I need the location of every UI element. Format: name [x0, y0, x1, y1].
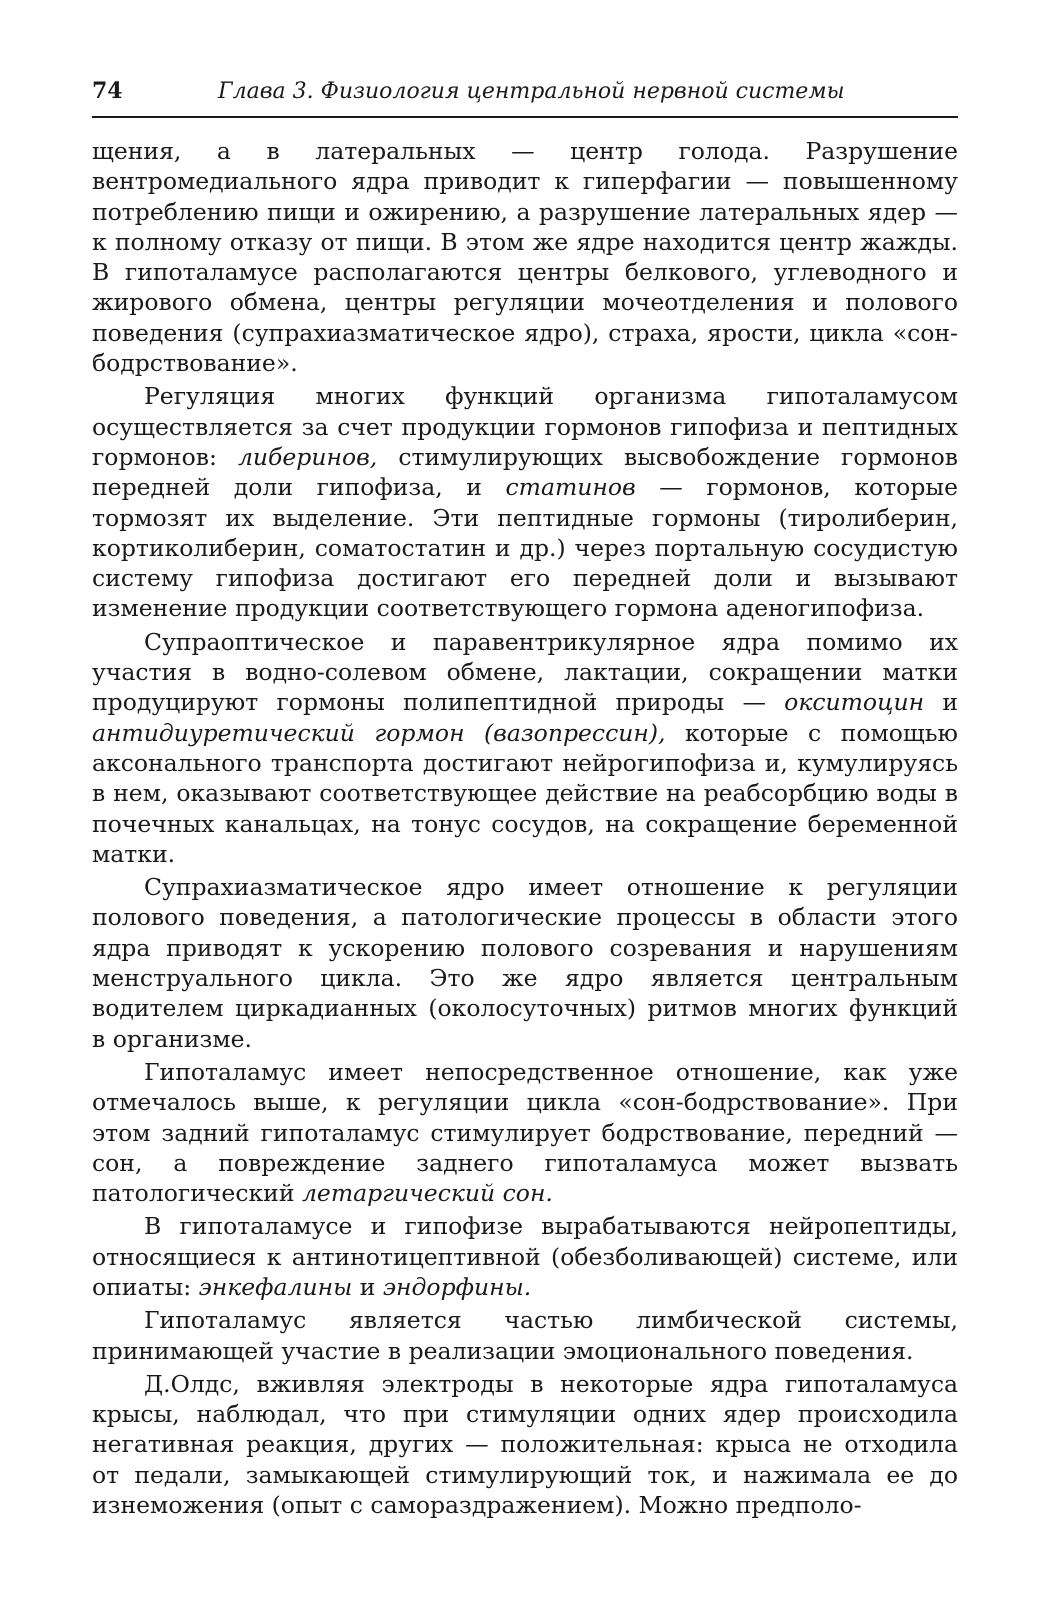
- text-run: Регуляция многих функций организма гипоталамусом осуществляется за счет продукции гормонов гипофиза и пептидных гормонов:: [92, 382, 958, 471]
- italic-term: окситоцин: [784, 688, 925, 717]
- text-run: и: [924, 688, 958, 717]
- italic-term: либеринов,: [237, 442, 378, 471]
- italic-term: летаргический сон.: [301, 1179, 553, 1208]
- text-run: которые с помощью аксонального транспорта достигают нейрогипофиза и, кумулируясь в нем, оказывают соответствующее действие на реабсорбцию воды в почечных канальцах, на тонус сосудов, на сокращение беременной матки.: [92, 718, 958, 868]
- book-page: [92, 78, 958, 1523]
- text-run: и: [352, 1272, 383, 1301]
- paragraph: [92, 136, 958, 378]
- text-run: Гипоталамус является частью лимбической системы, принимающей участие в реализации эмоционального поведения.: [92, 1306, 958, 1365]
- page-number: 74: [92, 78, 123, 104]
- italic-term: энкефалины: [198, 1272, 353, 1301]
- paragraph: [92, 1211, 958, 1302]
- page-header: [92, 78, 958, 118]
- paragraph: [92, 627, 958, 869]
- italic-term: антидиуретический гормон (вазопрессин),: [92, 718, 666, 747]
- text-run: щения, а в латеральных — центр голода. Разрушение вентромедиального ядра приводит к гиперфагии — повышенному потреблению пищи и ожирению, а разрушение латеральных ядер — к полному отказу от пищи. В этом же ядре находится центр жажды. В гипоталамусе располагаются центры белкового, углеводного и жирового обмена, центры регуляции мочеотделения и полового поведения (супрахиазматическое ядро), страха, ярости, цикла «сон-бодрствование».: [92, 137, 958, 378]
- paragraph: [92, 1369, 958, 1520]
- text-run: Супрахиазматическое ядро имеет отношение к регуляции полового поведения, а патологические процессы в области этого ядра приводят к ускорению полового созревания и нарушениям менструального цикла. Это же ядро является центральным водителем циркадианных (околосуточных) ритмов многих функций в организме.: [92, 873, 958, 1053]
- italic-term: эндорфины.: [382, 1272, 532, 1301]
- running-title: Глава 3. Физиология центральной нервной системы: [218, 79, 845, 104]
- text-run: — гормонов, которые тормозят их выделение. Эти пептидные гормоны (тиролиберин, кортиколиберин, соматостатин и др.) через портальную сосудистую систему гипофиза достигают его передней доли и вызывают изменение продукции соответствующего гормона аденогипофиза.: [92, 473, 958, 623]
- paragraph: [92, 1305, 958, 1366]
- italic-term: статинов: [505, 473, 636, 502]
- text-run: Супраоптическое и паравентрикулярное ядра помимо их участия в водно-солевом обмене, лактации, сокращении матки продуцируют гормоны полипептидной природы —: [92, 627, 958, 717]
- text-run: стимулирующих высвобождение гормонов передней доли гипофиза, и: [92, 442, 958, 502]
- paragraph: [92, 1057, 958, 1208]
- body-text: [92, 136, 958, 1520]
- text-run: Д.Олдс, вживляя электроды в некоторые ядра гипоталамуса крысы, наблюдал, что при стимуляции одних ядер происходила негативная реакция, других — положительная: крыса не отходила от педали, замыкающей стимулирующий ток, и нажимала ее до изнеможения (опыт с самораздражением). Можно предполо-: [92, 1369, 958, 1520]
- text-run: В гипоталамусе и гипофизе вырабатываются нейропептиды, относящиеся к антинотицептивной (обезболивающей) системе, или опиаты:: [92, 1212, 958, 1301]
- paragraph: [92, 381, 958, 623]
- text-run: Гипоталамус имеет непосредственное отношение, как уже отмечалось выше, к регуляции цикла «сон-бодрствование». При этом задний гипоталамус стимулирует бодрствование, передний — сон, а повреждение заднего гипоталамуса может вызвать патологический: [92, 1057, 958, 1208]
- paragraph: [92, 872, 958, 1054]
